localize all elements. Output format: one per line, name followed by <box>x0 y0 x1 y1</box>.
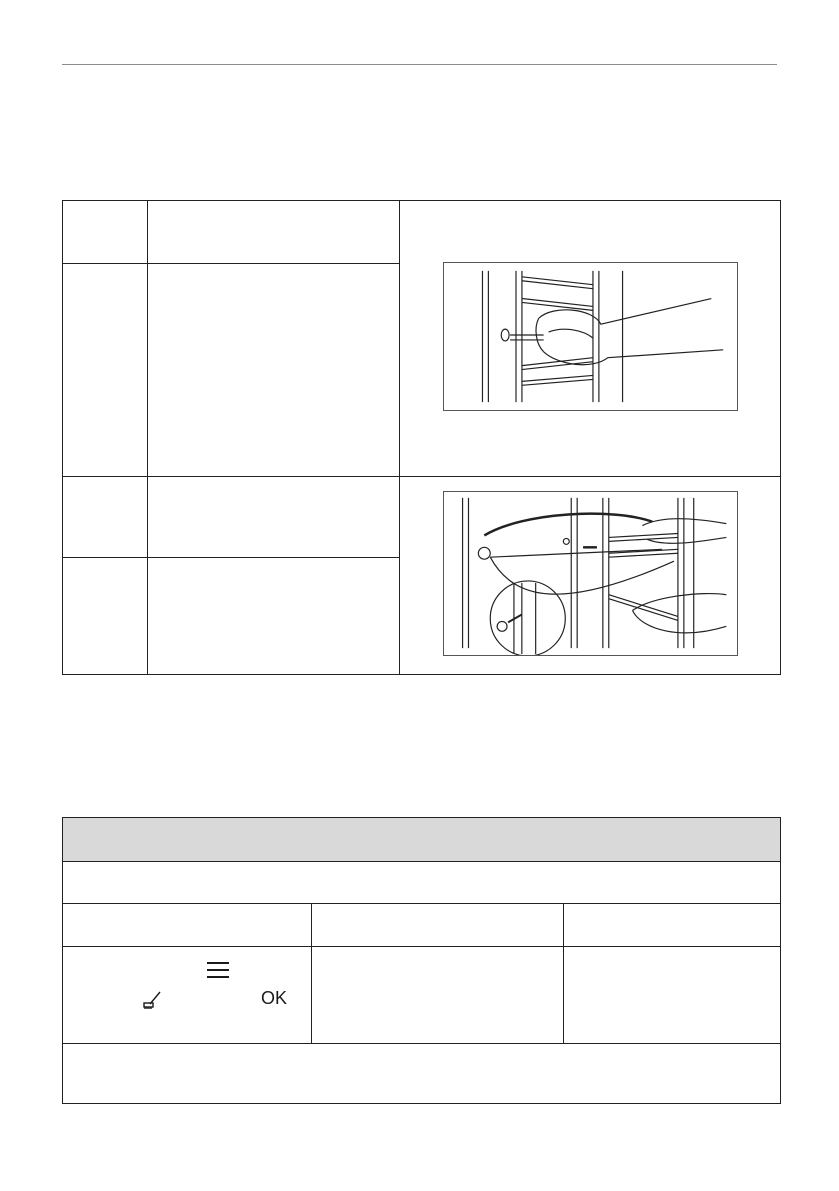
column-divider <box>147 201 148 674</box>
menu-icon <box>207 962 229 979</box>
row-divider <box>63 476 780 477</box>
oven-shelf-removal-illustration <box>444 263 737 410</box>
ok-button-icon: OK <box>261 988 288 1008</box>
row-divider <box>63 557 399 558</box>
row-divider <box>63 903 780 904</box>
row-divider <box>63 946 780 947</box>
column-divider <box>399 201 400 674</box>
row-divider <box>63 263 399 264</box>
cleaning-brush-icon <box>142 990 164 1010</box>
column-divider <box>563 903 564 1043</box>
row-divider <box>63 1043 780 1044</box>
table-header-row <box>63 818 780 862</box>
oven-shelf-installation-illustration <box>444 492 737 655</box>
shelf-installation-figure <box>443 491 738 656</box>
steps-table <box>62 200 781 675</box>
header-rule <box>62 64 777 65</box>
settings-table <box>62 817 781 1104</box>
shelf-removal-figure <box>443 262 738 411</box>
column-divider <box>311 903 312 1043</box>
